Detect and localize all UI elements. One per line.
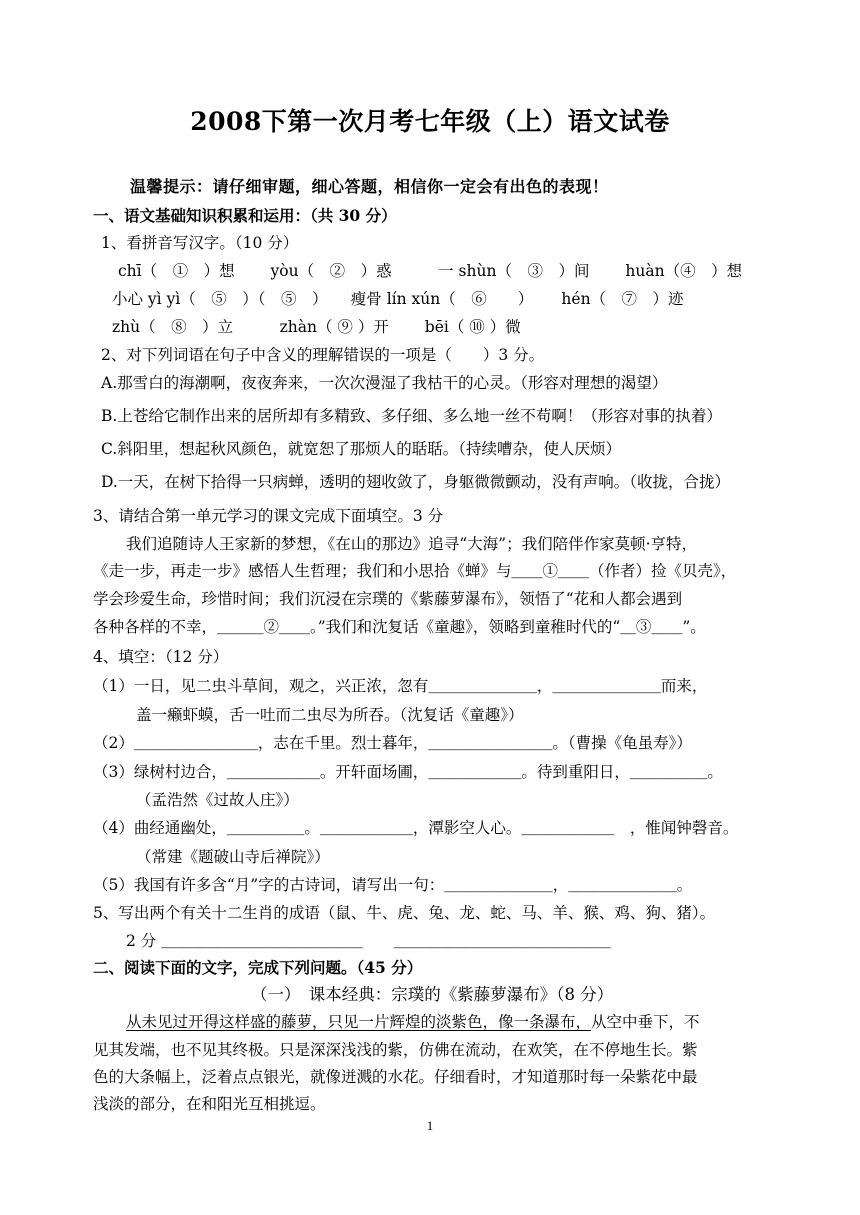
q2-option-b: B.上苍给它制作出来的居所却有多精致、多仔细、多么地一丝不苟啊！（形容对事的执着） bbox=[101, 407, 722, 425]
tip-line: 温馨提示：请仔细审题，细心答题，相信你一定会有出色的表现！ bbox=[130, 177, 609, 196]
q2-option-d: D.一天，在树下拾得一只病蝉，透明的翅收敛了，身躯微微颤动，没有声响。（收拢，合拢） bbox=[101, 473, 731, 491]
q1-heading: 1、看拼音写汉字。（10 分） bbox=[101, 234, 299, 252]
q2-option-c: C.斜阳里，想起秋风颜色，就宽恕了那烦人的聒聒。（持续嘈杂，使人厌烦） bbox=[101, 440, 621, 458]
q4-item-4: （4）曲经通幽处，＿＿＿＿＿。＿＿＿＿＿＿，潭影空人心。＿＿＿＿＿＿ ，惟闻钟磬音。 bbox=[93, 819, 739, 837]
q5-answer-lines: 2 分 ＿＿＿＿＿＿＿＿＿＿＿＿＿ ＿＿＿＿＿＿＿＿＿＿＿＿＿＿ bbox=[126, 932, 611, 950]
exam-title: 2008下第一次月考七年级（上）语文试卷 bbox=[190, 107, 670, 136]
underlined-sentence: 从未见过开得这样盛的藤萝，只见一片辉煌的淡紫色，像一条瀑布， bbox=[126, 1013, 592, 1031]
q1-pinyin-row-1: chī（ ① ）想 yòu（ ② ）惑 一 shùn（ ③ ）间 huàn（④ ）想 bbox=[118, 262, 743, 280]
q4-item-5: （5）我国有许多含“月”字的古诗词，请写出一句：＿＿＿＿＿＿＿，＿＿＿＿＿＿＿。 bbox=[93, 876, 693, 894]
q3-line-3: 学会珍爱生命，珍惜时间；我们沉浸在宗璞的《紫藤萝瀑布》，领悟了“花和人都会遇到 bbox=[93, 590, 683, 608]
q4-item-4-source: （常建《题破山寺后禅院》） bbox=[136, 848, 330, 866]
q2-option-a: A.那雪白的海潮啊，夜夜奔来，一次次漫湿了我枯干的心灵。（形容对理想的渴望） bbox=[101, 374, 668, 392]
reading-1-line-2: 见其发端，也不见其终极。只是深深浅浅的紫，仿佛在流动，在欢笑，在不停地生长。紫 bbox=[93, 1041, 698, 1059]
reading-1-line-4: 浅淡的部分，在和阳光互相挑逗。 bbox=[93, 1095, 326, 1113]
reading-1-line-1-tail: 从空中垂下，不 bbox=[591, 1013, 700, 1031]
q4-heading: 4、填空：（12 分） bbox=[93, 648, 229, 666]
page-number: 1 bbox=[426, 1118, 434, 1133]
q1-pinyin-row-3: zhù（ ⑧ ）立 zhàn（ ⑨ ）开 bēi（ ⑩ ）微 bbox=[112, 318, 521, 336]
section-2-heading: 二、阅读下面的文字，完成下列问题。（45 分） bbox=[93, 958, 423, 977]
q3-line-4: 各种各样的不幸，＿＿＿②＿＿。”我们和沈复话《童趣》，领略到童稚时代的“＿③＿＿”。 bbox=[93, 618, 706, 636]
section-1-heading: 一、语文基础知识积累和运用：（共 30 分） bbox=[93, 206, 397, 225]
q4-item-1-cont: 盖一癞虾蟆，舌一吐而二虫尽为所吞。（沈复话《童趣》） bbox=[136, 706, 524, 724]
q2-heading: 2、对下列词语在句子中含义的理解错误的一项是（ ）3 分。 bbox=[101, 346, 545, 364]
q5-prompt: 5、写出两个有关十二生肖的成语（鼠、牛、虎、兔、龙、蛇、马、羊、猴、鸡、狗、猪）。 bbox=[93, 904, 716, 922]
q3-line-1: 我们追随诗人王家新的梦想，《在山的那边》追寻“大海”；我们陪伴作家莫顿·亨特， bbox=[126, 535, 698, 553]
reading-1-line-3: 色的大条幅上，泛着点点银光，就像迸溅的水花。仔细看时，才知道那时每一朵紫花中最 bbox=[93, 1068, 698, 1086]
q1-pinyin-row-2: 小心 yì yì（ ⑤ ）（ ⑤ ） 瘦骨 lín xún（ ⑥ ） hén（ ⑦ ）迹 bbox=[112, 290, 684, 308]
q4-item-3: （3）绿树村边合，＿＿＿＿＿＿。开轩面场圃，＿＿＿＿＿＿。待到重阳日，＿＿＿＿＿。 bbox=[93, 763, 723, 781]
q4-item-1: （1）一日，见二虫斗草间，观之，兴正浓，忽有＿＿＿＿＿＿＿，＿＿＿＿＿＿＿而来， bbox=[93, 677, 708, 695]
reading-1-line-1 bbox=[126, 1012, 700, 1032]
q3-line-2: 《走一步，再走一步》感悟人生哲理；我们和小思拾《蝉》与＿＿①＿＿（作者）捡《贝壳》， bbox=[93, 562, 737, 580]
reading-1-title: （一） 课本经典：宗璞的《紫藤萝瀑布》（8 分） bbox=[251, 985, 614, 1004]
q3-heading: 3、请结合第一单元学习的课文完成下面填空。3 分 bbox=[93, 507, 444, 525]
q4-item-2: （2）＿＿＿＿＿＿＿＿，志在千里。烈士暮年，＿＿＿＿＿＿＿＿。（曹操《龟虽寿》） bbox=[93, 734, 692, 752]
q4-item-3-source: （孟浩然《过故人庄》） bbox=[136, 791, 299, 809]
